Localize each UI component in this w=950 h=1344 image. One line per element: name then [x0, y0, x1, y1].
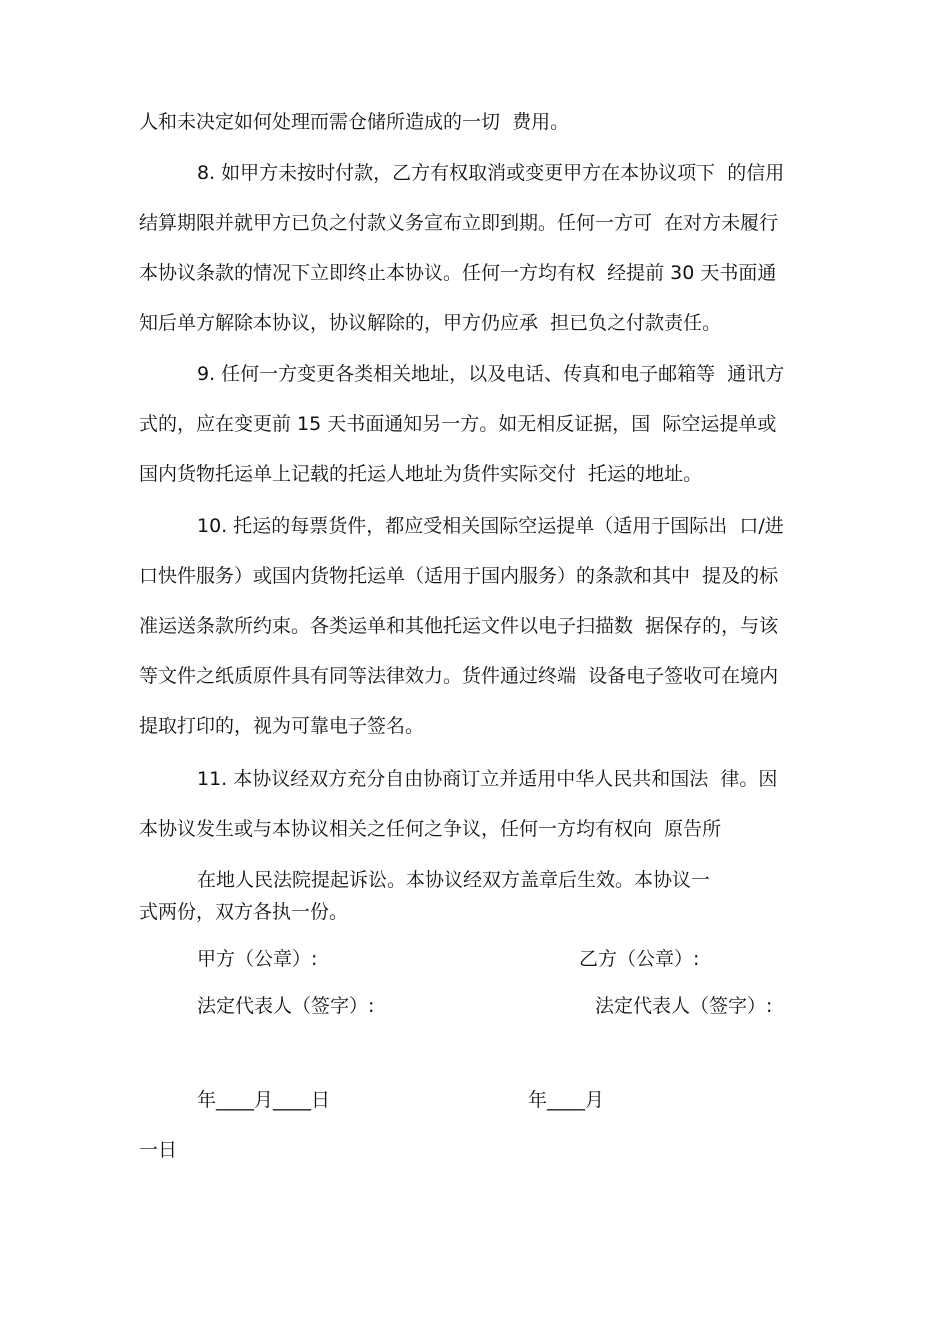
party-b-seal-label: 乙方（公章）: [579, 948, 700, 970]
clause-9-line-1: 9. 任何一方变更各类相关地址，以及电话、传真和电子邮箱等 通讯方 [197, 363, 785, 385]
paragraph-7-tail-line-1: 人和未决定如何处理而需仓储所造成的一切 费用。 [139, 111, 570, 133]
clause-9-line-3: 国内货物托运单上记载的托运人地址为货件实际交付 托运的地址。 [139, 463, 703, 485]
clause-10-line-5: 提取打印的，视为可靠电子签名。 [139, 715, 425, 737]
clause-8-line-1: 8. 如甲方未按时付款，乙方有权取消或变更甲方在本协议项下 的信用 [197, 162, 785, 184]
clause-11-line-4: 式两份，双方各执一份。 [139, 901, 349, 923]
party-a-date-line: 年____月____日 [197, 1089, 331, 1111]
clause-10-line-2: 口快件服务）或国内货物托运单（适用于国内服务）的条款和其中 提及的标 [139, 565, 779, 587]
clause-8-line-3: 本协议条款的情况下立即终止本协议。任何一方均有权 经提前 30 天书面通 [139, 262, 777, 284]
clause-10-line-3: 准运送条款所约束。各类运单和其他托运文件以电子扫描数 据保存的，与该 [139, 615, 779, 637]
party-a-representative-label: 法定代表人（签字）: [197, 995, 375, 1017]
clause-9-line-2: 式的，应在变更前 15 天书面通知另一方。如无相反证据，国 际空运提单或 [139, 413, 777, 435]
party-b-representative-label: 法定代表人（签字）: [595, 995, 773, 1017]
clause-11-line-3: 在地人民法院提起诉讼。本协议经双方盖章后生效。本协议一 [197, 869, 711, 891]
clause-10-line-4: 等文件之纸质原件具有同等法律效力。货件通过终端 设备电子签收可在境内 [139, 665, 779, 687]
clause-10-line-1: 10. 托运的每票货件，都应受相关国际空运提单（适用于国际出 口/进 [197, 515, 784, 537]
clause-8-line-2: 结算期限并就甲方已负之付款义务宣布立即到期。任何一方可 在对方未履行 [139, 212, 779, 234]
party-a-seal-label: 甲方（公章）: [197, 948, 318, 970]
party-b-date-line: 年____月 [528, 1089, 605, 1111]
party-b-date-day: 一日 [139, 1139, 178, 1161]
clause-11-line-2: 本协议发生或与本协议相关之任何之争议，任何一方均有权向 原告所 [139, 818, 722, 840]
clause-11-line-1: 11. 本协议经双方充分自由协商订立并适用中华人民共和国法 律。因 [197, 768, 778, 790]
clause-8-line-4: 知后单方解除本协议，协议解除的，甲方仍应承 担已负之付款责任。 [139, 312, 722, 334]
